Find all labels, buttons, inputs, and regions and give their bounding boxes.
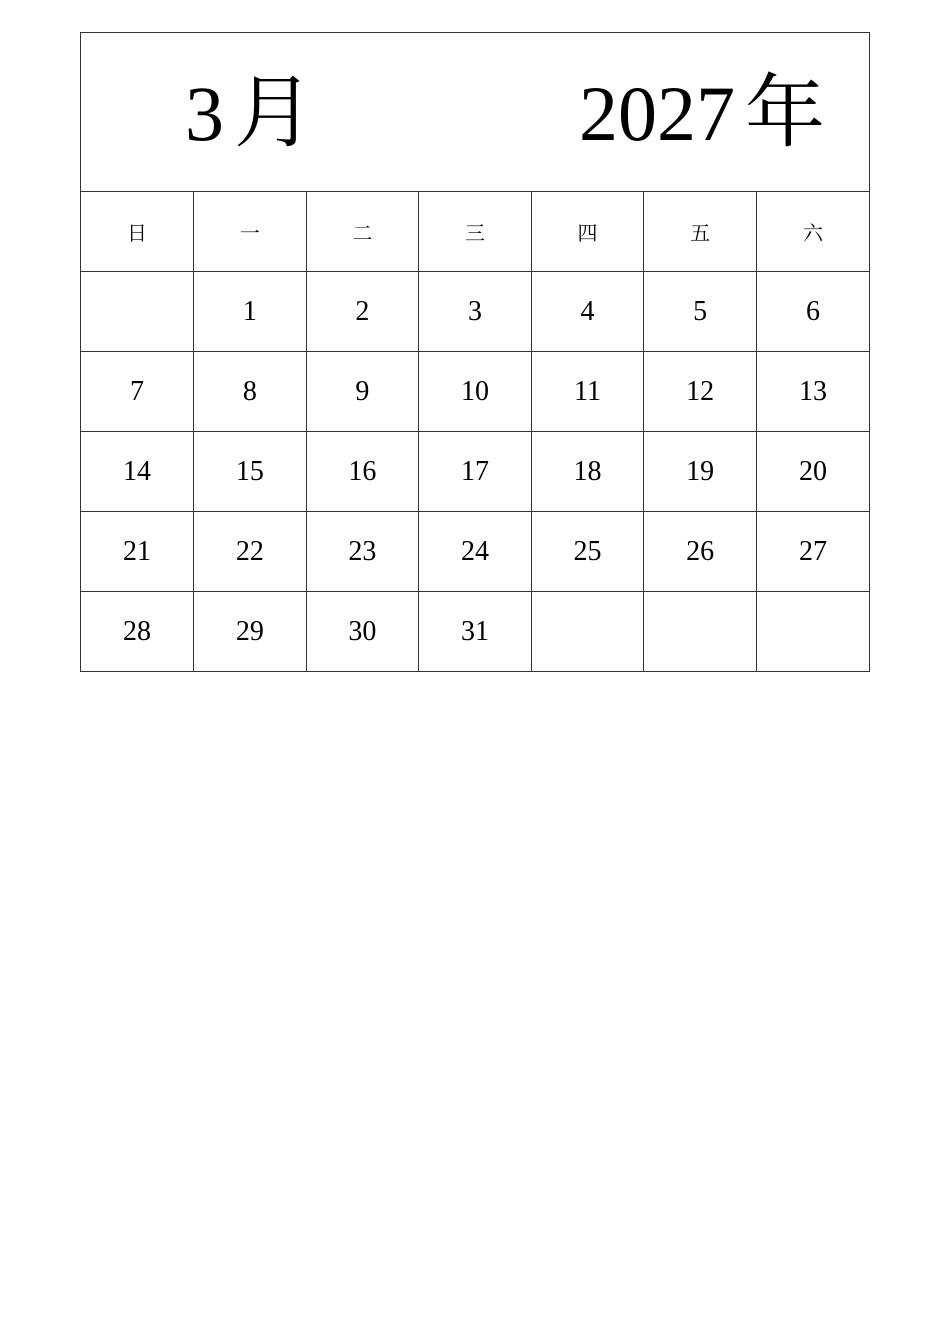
day-cell: 16 xyxy=(306,432,419,512)
calendar-grid xyxy=(81,192,869,671)
day-cell: 23 xyxy=(306,512,419,592)
day-cell: 8 xyxy=(194,352,307,432)
day-cell: 3 xyxy=(419,272,532,352)
day-cell xyxy=(531,592,644,672)
month-title xyxy=(185,63,314,164)
day-cell: 28 xyxy=(81,592,194,672)
day-cell: 25 xyxy=(531,512,644,592)
day-cell: 15 xyxy=(194,432,307,512)
weekday-sunday: 日 xyxy=(81,192,194,272)
day-cell: 27 xyxy=(756,512,869,592)
weekday-monday: 一 xyxy=(194,192,307,272)
day-cell: 12 xyxy=(644,352,757,432)
week-row-4 xyxy=(81,512,869,592)
weekday-friday: 五 xyxy=(644,192,757,272)
day-cell xyxy=(644,592,757,672)
day-cell: 2 xyxy=(306,272,419,352)
day-cell: 4 xyxy=(531,272,644,352)
day-cell: 26 xyxy=(644,512,757,592)
year-title xyxy=(579,63,825,164)
weekday-wednesday: 三 xyxy=(419,192,532,272)
day-cell: 30 xyxy=(306,592,419,672)
day-cell: 13 xyxy=(756,352,869,432)
weekday-row xyxy=(81,192,869,272)
day-cell: 6 xyxy=(756,272,869,352)
week-row-3 xyxy=(81,432,869,512)
day-cell xyxy=(81,272,194,352)
day-cell: 11 xyxy=(531,352,644,432)
weekday-tuesday: 二 xyxy=(306,192,419,272)
day-cell: 21 xyxy=(81,512,194,592)
day-cell: 9 xyxy=(306,352,419,432)
weekday-thursday: 四 xyxy=(531,192,644,272)
day-cell: 29 xyxy=(194,592,307,672)
weekday-saturday: 六 xyxy=(756,192,869,272)
day-cell: 17 xyxy=(419,432,532,512)
day-cell: 10 xyxy=(419,352,532,432)
month-suffix: 月 xyxy=(234,66,314,159)
week-row-1 xyxy=(81,272,869,352)
calendar xyxy=(80,32,870,672)
day-cell: 7 xyxy=(81,352,194,432)
day-cell: 5 xyxy=(644,272,757,352)
month-number: 3 xyxy=(185,70,224,157)
day-cell: 31 xyxy=(419,592,532,672)
day-cell: 14 xyxy=(81,432,194,512)
calendar-header xyxy=(81,33,869,192)
day-cell: 1 xyxy=(194,272,307,352)
week-row-2 xyxy=(81,352,869,432)
day-cell: 24 xyxy=(419,512,532,592)
year-number: 2027 xyxy=(579,70,735,157)
week-row-5 xyxy=(81,592,869,672)
day-cell: 19 xyxy=(644,432,757,512)
day-cell xyxy=(756,592,869,672)
year-suffix: 年 xyxy=(745,66,825,159)
day-cell: 22 xyxy=(194,512,307,592)
day-cell: 18 xyxy=(531,432,644,512)
day-cell: 20 xyxy=(756,432,869,512)
